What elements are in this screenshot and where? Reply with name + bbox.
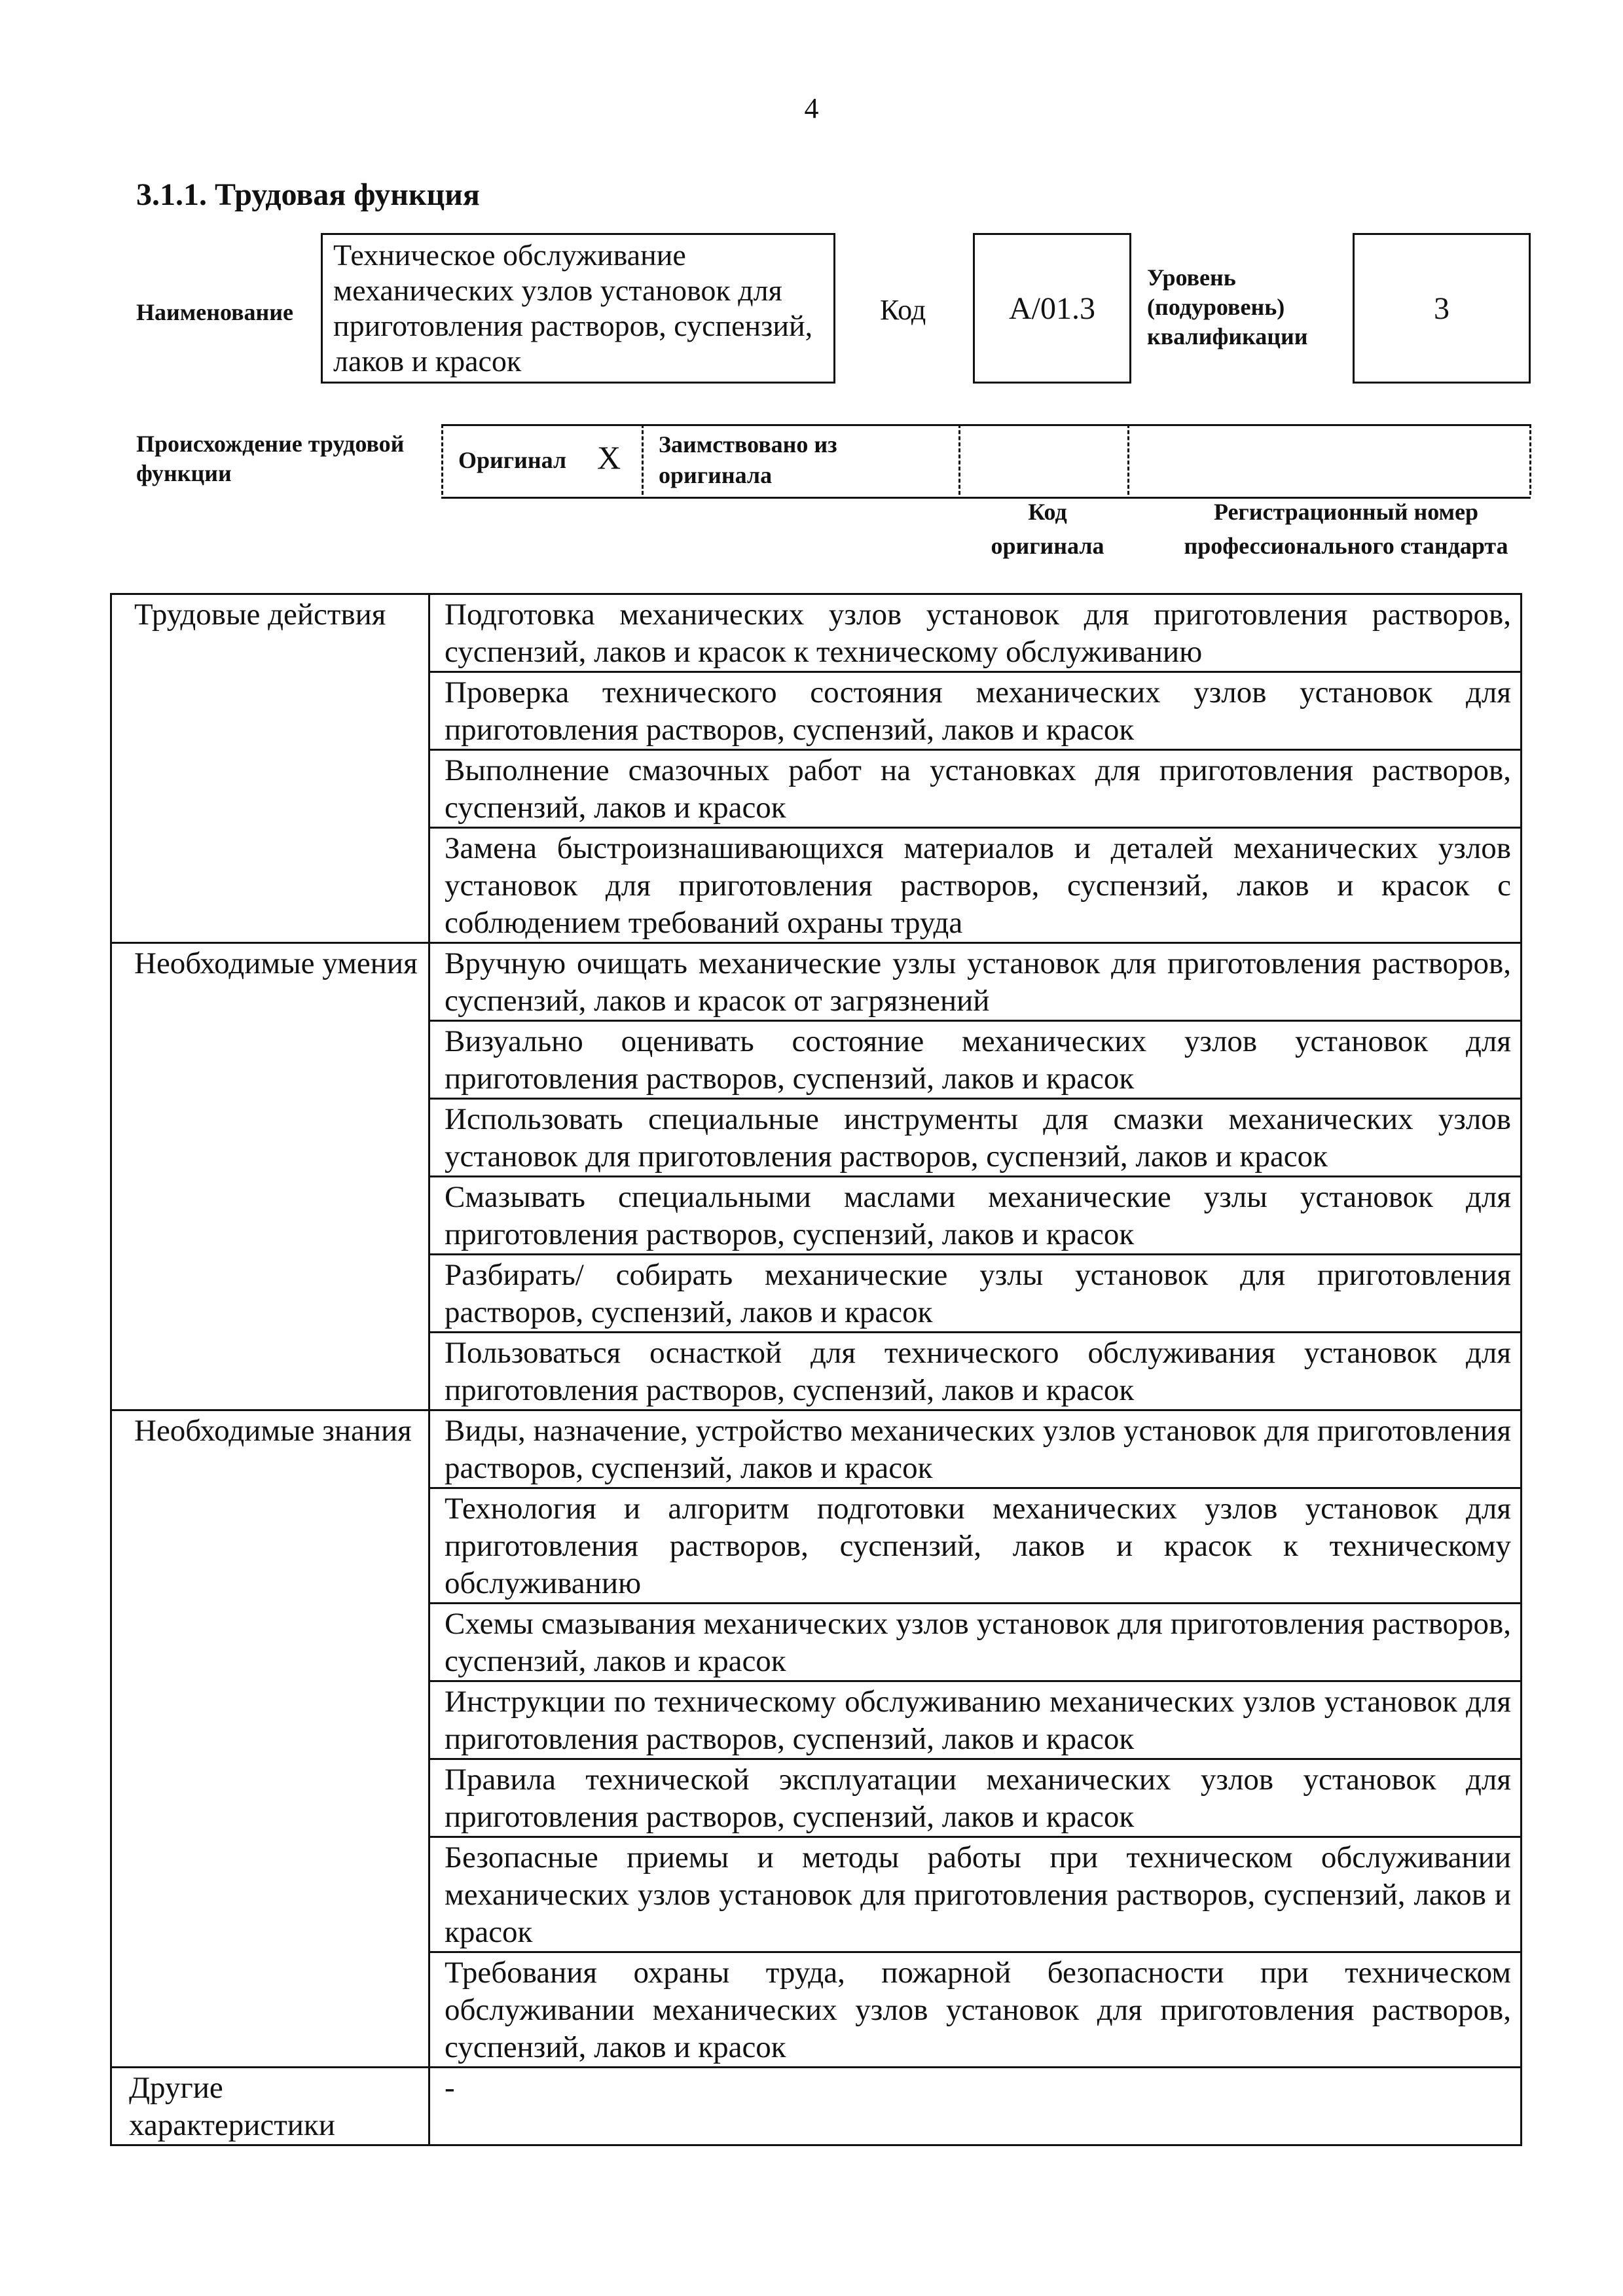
table-row — [111, 1410, 1522, 1488]
table-row — [111, 943, 1522, 1021]
section-title: 3.1.1. Трудовая функция — [136, 177, 480, 212]
origin-divider — [958, 424, 960, 495]
actions-item: Выполнение смазочных работ на установках для приготовления растворов, суспензий, лаков и красок — [429, 750, 1522, 828]
origin-divider — [1529, 424, 1531, 495]
qualification-level-value: 3 — [1434, 291, 1450, 326]
knowledge-item: Правила технической эксплуатации механических узлов установок для приготовления растворов, суспензий, лаков и красок — [429, 1759, 1522, 1837]
original-label: Оригинал — [458, 447, 567, 473]
origin-divider — [1127, 424, 1129, 495]
qualification-level-box — [1353, 233, 1531, 384]
actions-category: Трудовые действия — [111, 594, 429, 943]
page-number: 4 — [804, 92, 819, 124]
skills-item: Разбирать/ собирать механические узлы установок для приготовления растворов, суспензий, лаков и красок — [429, 1255, 1522, 1333]
function-name-value: Техническое обслуживание механических узлов установок для приготовления растворов, суспензий, лаков и красок — [333, 238, 813, 378]
skills-item: Пользоваться оснасткой для технического обслуживания установок для приготовления растворов, суспензий, лаков и красок — [429, 1333, 1522, 1410]
actions-item: Замена быстроизнашивающихся материалов и деталей механических узлов установок для приготовления растворов, суспензий, лаков и красок с соблюдением требований охраны труда — [429, 828, 1522, 943]
knowledge-item: Виды, назначение, устройство механических узлов установок для приготовления растворов, суспензий, лаков и красок — [429, 1410, 1522, 1488]
knowledge-item: Инструкции по техническому обслуживанию механических узлов установок для приготовления растворов, суспензий, лаков и красок — [429, 1681, 1522, 1759]
skills-item: Вручную очищать механические узлы установок для приготовления растворов, суспензий, лаков и красок от загрязнений — [429, 943, 1522, 1021]
knowledge-item: Требования охраны труда, пожарной безопасности при техническом обслуживании механических узлов установок для приготовления растворов, суспензий, лаков и красок — [429, 1952, 1522, 2068]
skills-item: Использовать специальные инструменты для смазки механических узлов установок для приготовления растворов, суспензий, лаков и красок — [429, 1099, 1522, 1177]
code-label: Код — [880, 294, 926, 326]
knowledge-category: Необходимые знания — [111, 1410, 429, 2068]
skills-item: Смазывать специальными маслами механические узлы установок для приготовления растворов, суспензий, лаков и красок — [429, 1177, 1522, 1255]
other-value: - — [429, 2068, 1522, 2145]
table-row — [111, 594, 1522, 672]
qualification-level-label: Уровень (подуровень) квалификации — [1147, 264, 1308, 350]
original-mark: Х — [597, 439, 621, 476]
skills-category: Необходимые умения — [111, 943, 429, 1410]
labor-function-table — [110, 593, 1522, 2146]
other-category: Другие характеристики — [111, 2068, 429, 2145]
function-name-box — [321, 233, 835, 384]
name-label: Наименование — [136, 299, 293, 325]
actions-item: Подготовка механических узлов установок для приготовления растворов, суспензий, лаков и красок к техническому обслуживанию — [429, 594, 1522, 672]
borrowed-label: Заимствовано из оригинала — [659, 431, 837, 488]
table-row — [111, 2068, 1522, 2145]
origin-divider — [642, 424, 644, 495]
knowledge-item: Безопасные приемы и методы работы при техническом обслуживании механических узлов установок для приготовления растворов, суспензий, лаков и красок — [429, 1837, 1522, 1952]
code-box — [973, 233, 1131, 384]
knowledge-item: Схемы смазывания механических узлов установок для приготовления растворов, суспензий, лаков и красок — [429, 1604, 1522, 1681]
code-value: А/01.3 — [1009, 291, 1095, 326]
knowledge-item: Технология и алгоритм подготовки механических узлов установок для приготовления растворов, суспензий, лаков и красок к техническому обслуживанию — [429, 1488, 1522, 1604]
actions-item: Проверка технического состояния механических узлов установок для приготовления растворов, суспензий, лаков и красок — [429, 672, 1522, 750]
skills-item: Визуально оценивать состояние механических узлов установок для приготовления растворов, суспензий, лаков и красок — [429, 1021, 1522, 1099]
original-code-caption: Код оригинала — [991, 499, 1104, 560]
registration-number-caption: Регистрационный номер профессионального стандарта — [1184, 499, 1508, 560]
origin-label: Происхождение трудовой функции — [136, 431, 405, 486]
origin-divider — [441, 424, 443, 495]
